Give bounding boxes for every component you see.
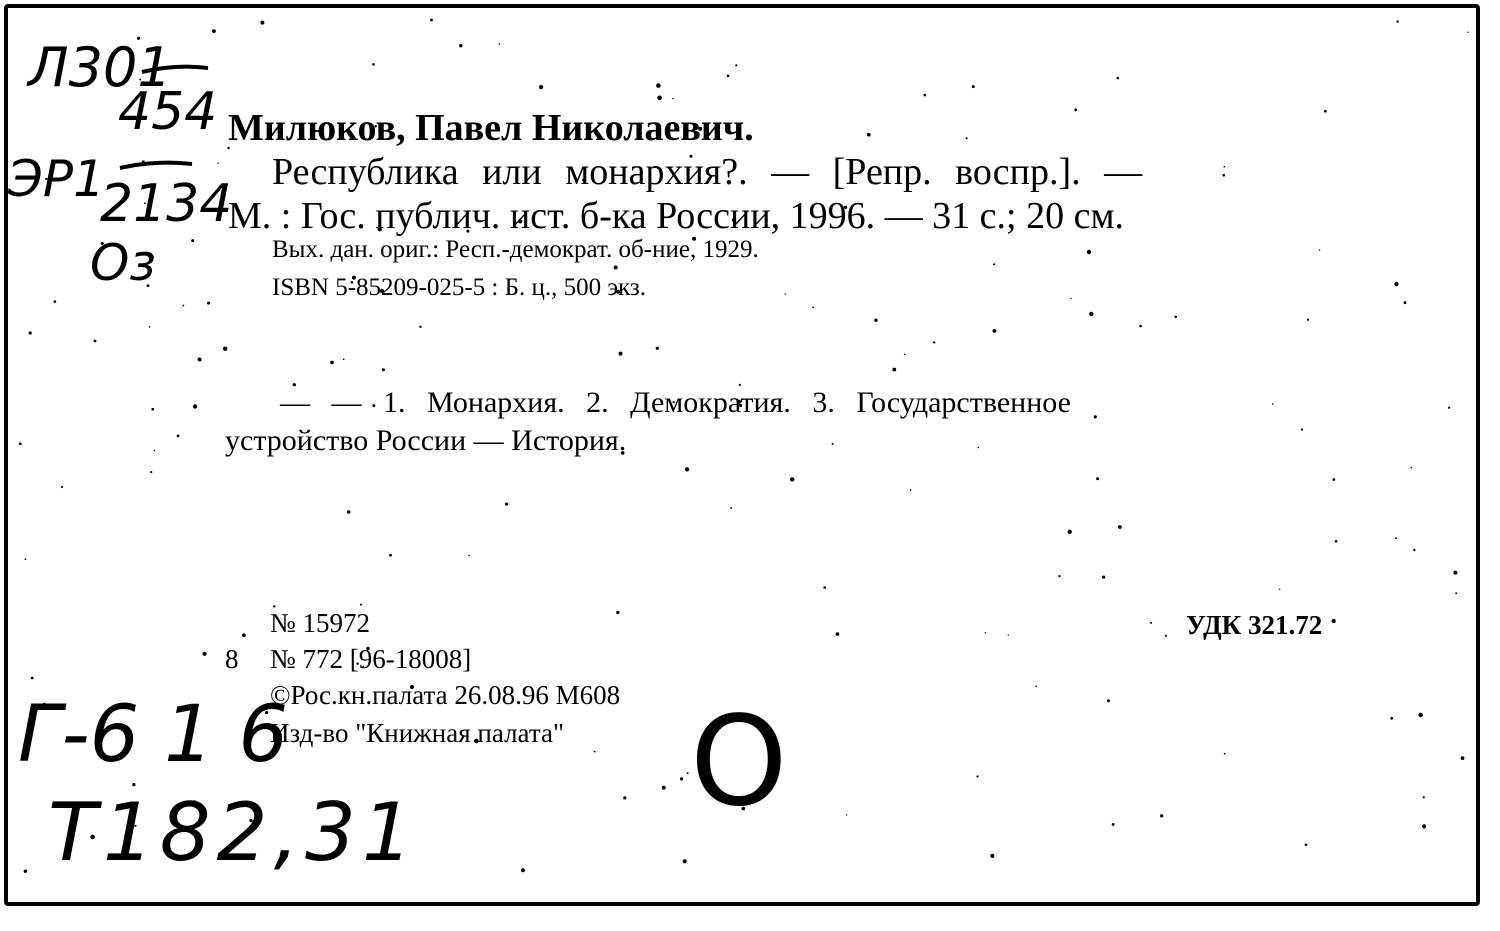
speckle-dot: [735, 64, 737, 66]
speckle-dot: [419, 326, 421, 328]
speckle-dot: [1332, 619, 1336, 623]
speckle-dot: [823, 586, 826, 589]
speckle-dot: [1419, 713, 1423, 717]
subjects-line-1: — — 1. Монархия. 2. Демократия. 3. Государственное: [280, 386, 1071, 419]
speckle-dot: [372, 63, 375, 66]
speckle-dot: [61, 486, 63, 488]
speckle-dot: [687, 772, 689, 774]
speckle-dot: [874, 319, 877, 322]
speckle-dot: [933, 341, 935, 343]
speckle-dot: [54, 300, 57, 303]
speckle-dot: [1096, 477, 1099, 480]
speckle-dot: [1411, 467, 1413, 469]
isbn-line: ISBN 5-85209-025-5 : Б. ц., 500 экз.: [272, 274, 647, 301]
handwritten-circle-mark: O: [690, 690, 788, 834]
speckle-dot: [94, 340, 97, 343]
speckle-dot: [846, 814, 847, 815]
speckle-dot: [212, 29, 216, 33]
speckle-dot: [24, 870, 27, 873]
speckle-dot: [1224, 166, 1226, 168]
speckle-dot: [910, 489, 912, 491]
speckle-dot: [198, 358, 202, 362]
speckle-dot: [1059, 575, 1061, 577]
speckle-dot: [657, 96, 662, 101]
speckle-dot: [976, 775, 978, 777]
handwritten-shelfmark-d: Г-6 1 6: [18, 690, 289, 780]
speckle-dot: [242, 633, 246, 637]
registration-number: № 772 [96-18008]: [270, 644, 472, 674]
speckle-dot: [727, 75, 730, 78]
speckle-dot: [990, 854, 994, 858]
speckle-dot: [680, 777, 683, 780]
publisher-line: Изд-во "Книжная палата": [270, 718, 564, 748]
speckle-dot: [662, 786, 666, 790]
handwritten-shelfmark-b1: ЭР1: [8, 150, 105, 208]
speckle-dot: [614, 266, 618, 270]
speckle-dot: [1307, 319, 1309, 321]
speckle-dot: [1319, 249, 1320, 250]
speckle-dot: [223, 347, 227, 351]
speckle-dot: [1112, 823, 1115, 826]
speckle-dot: [25, 558, 27, 560]
speckle-dot: [149, 326, 151, 328]
speckle-dot: [499, 43, 501, 45]
speckle-dot: [1453, 571, 1457, 575]
speckle-dot: [836, 632, 840, 636]
speckle-dot: [430, 19, 433, 22]
handwritten-shelfmark-a1: Л301: [28, 36, 172, 99]
handwritten-shelfmark-e: Т182,31: [48, 786, 419, 879]
speckle-dot: [1395, 537, 1397, 539]
title-line: Республика или монархия?. — [Репр. воспр.]. —: [272, 151, 1143, 193]
speckle-dot: [459, 44, 462, 47]
speckle-dot: [730, 507, 732, 509]
speckle-dot: [389, 554, 392, 557]
handwritten-fraction-bar-b: [118, 158, 194, 172]
speckle-dot: [812, 307, 814, 309]
speckle-dot: [1223, 174, 1226, 177]
speckle-dot: [330, 361, 334, 365]
speckle-dot: [260, 21, 264, 25]
speckle-dot: [1174, 316, 1177, 319]
speckle-dot: [1272, 403, 1274, 405]
speckle-dot: [191, 239, 194, 242]
speckle-dot: [468, 555, 470, 557]
speckle-dot: [19, 442, 22, 445]
speckle-dot: [1139, 325, 1142, 328]
speckle-dot: [1224, 753, 1226, 755]
speckle-dot: [867, 133, 871, 137]
speckle-dot: [183, 305, 185, 307]
imprint-line: М. : Гос. публич. ист. б-ка России, 1996. — 31 с.; 20 см.: [228, 195, 1124, 237]
speckle-dot: [1394, 282, 1398, 286]
speckle-dot: [1279, 589, 1280, 590]
speckle-dot: [1390, 717, 1393, 720]
subjects-line-2: устройство России — История.: [225, 424, 627, 457]
record-number: № 15972: [270, 608, 371, 638]
speckle-dot: [619, 352, 623, 356]
speckle-dot: [521, 868, 525, 872]
speckle-dot: [1074, 108, 1077, 111]
author-heading: Милюков, Павел Николаевич.: [228, 107, 754, 149]
speckle-dot: [1160, 814, 1163, 817]
speckle-dot: [1070, 298, 1071, 299]
speckle-dot: [1404, 301, 1407, 304]
copyright-line: ©Рос.кн.палата 26.08.96 М608: [270, 680, 621, 710]
speckle-dot: [672, 98, 674, 100]
speckle-dot: [1008, 635, 1009, 636]
speckle-dot: [1150, 622, 1152, 624]
speckle-dot: [1413, 549, 1415, 551]
speckle-dot: [790, 477, 794, 481]
speckle-dot: [683, 859, 687, 863]
speckle-dot: [193, 404, 197, 408]
original-imprint-note: Вых. дан. ориг.: Респ.-демократ. об-ние, 1929.: [272, 236, 759, 263]
speckle-dot: [154, 450, 155, 451]
speckle-dot: [966, 137, 968, 139]
speckle-dot: [594, 751, 596, 753]
speckle-dot: [892, 368, 896, 372]
speckle-dot: [978, 447, 980, 449]
handwritten-shelfmark-c: Оз: [90, 234, 156, 292]
speckle-dot: [1301, 428, 1303, 430]
speckle-dot: [685, 467, 689, 471]
speckle-dot: [382, 368, 385, 371]
speckle-dot: [623, 796, 626, 799]
speckle-dot: [616, 611, 619, 614]
handwritten-shelfmark-b2: 2134: [100, 174, 233, 234]
speckle-dot: [347, 510, 350, 513]
speckle-dot: [832, 443, 834, 445]
speckle-dot: [656, 347, 659, 350]
speckle-dot: [1324, 110, 1327, 113]
udk-code: УДК 321.72: [1186, 610, 1323, 640]
speckle-dot: [539, 85, 543, 89]
speckle-dot: [985, 632, 986, 633]
speckle-dot: [904, 354, 906, 356]
speckle-dot: [217, 163, 218, 164]
speckle-dot: [207, 302, 210, 305]
speckle-dot: [1117, 77, 1120, 80]
speckle-dot: [785, 293, 786, 294]
speckle-dot: [150, 471, 152, 473]
speckle-dot: [1455, 592, 1457, 594]
speckle-dot: [202, 652, 206, 656]
speckle-dot: [1423, 796, 1425, 798]
sheet-number: 8: [225, 644, 239, 674]
speckle-dot: [972, 85, 975, 88]
speckle-dot: [924, 94, 927, 97]
speckle-dot: [993, 329, 997, 333]
speckle-dot: [177, 435, 180, 438]
speckle-dot: [29, 331, 32, 334]
speckle-dot: [31, 677, 34, 680]
speckle-dot: [993, 263, 995, 265]
speckle-dot: [505, 503, 508, 506]
handwritten-shelfmark-a2: 454: [118, 82, 218, 142]
speckle-dot: [1461, 756, 1465, 760]
speckle-dot: [1107, 699, 1110, 702]
speckle-dot: [1422, 824, 1426, 828]
speckle-dot: [1305, 843, 1308, 846]
handwritten-fraction-bar-a: [140, 62, 210, 76]
speckle-dot: [1448, 407, 1450, 409]
speckle-dot: [151, 408, 154, 411]
speckle-dot: [1102, 576, 1105, 579]
speckle-dot: [1396, 20, 1398, 22]
speckle-dot: [1332, 478, 1335, 481]
speckle-dot: [1087, 250, 1091, 254]
speckle-dot: [1118, 525, 1122, 529]
speckle-dot: [656, 83, 661, 88]
speckle-dot: [1094, 415, 1097, 418]
speckle-dot: [360, 604, 362, 606]
speckle-dot: [1089, 312, 1093, 316]
speckle-dot: [1035, 686, 1037, 688]
speckle-dot: [343, 359, 345, 361]
speckle-dot: [1467, 32, 1468, 33]
speckle-dot: [1165, 635, 1167, 637]
speckle-dot: [1068, 530, 1072, 534]
speckle-dot: [1335, 540, 1338, 543]
